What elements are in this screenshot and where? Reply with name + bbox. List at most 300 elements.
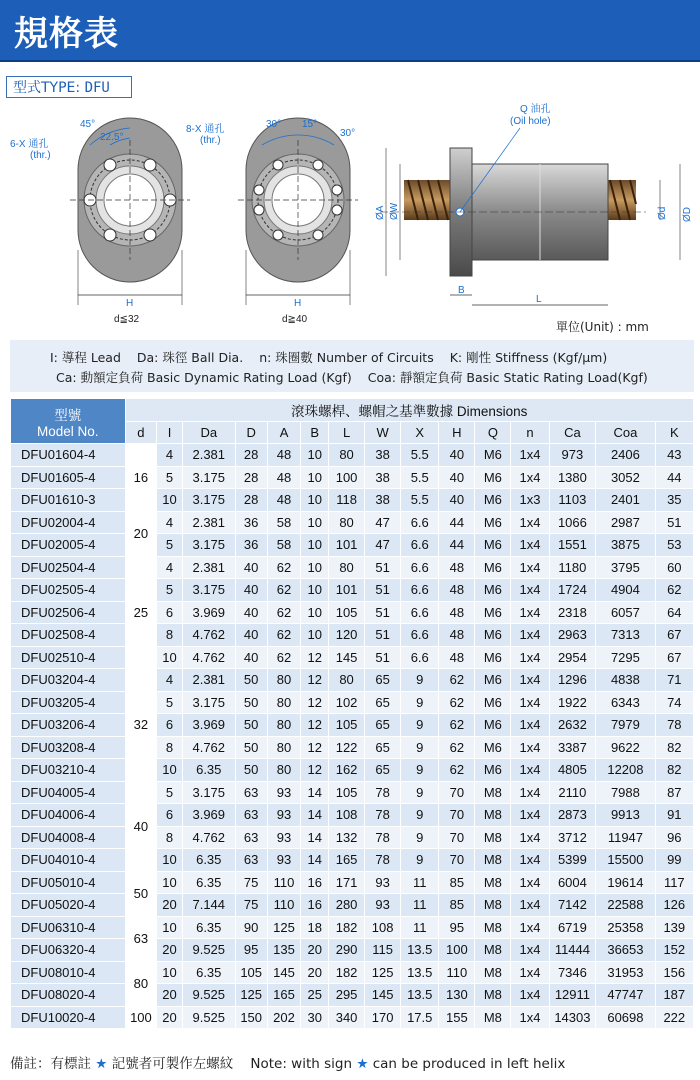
table-cell: 62 xyxy=(267,646,301,669)
table-cell: 101 xyxy=(329,579,365,602)
column-header-i: I xyxy=(157,421,182,444)
table-cell: 135 xyxy=(267,939,301,962)
table-cell: 10 xyxy=(157,916,182,939)
table-cell: 1x4 xyxy=(511,736,549,759)
table-cell: 16 xyxy=(301,871,329,894)
table-cell: 108 xyxy=(329,804,365,827)
table-cell: 1380 xyxy=(549,466,596,489)
table-cell: 4 xyxy=(157,556,182,579)
table-cell: 2963 xyxy=(549,624,596,647)
table-cell: 80 xyxy=(329,444,365,467)
table-cell: 63 xyxy=(235,781,267,804)
table-cell: 4 xyxy=(157,444,182,467)
table-cell: 9.525 xyxy=(182,939,235,962)
table-cell: 7142 xyxy=(549,894,596,917)
table-cell: 162 xyxy=(329,759,365,782)
left-caption: d≦32 xyxy=(114,314,140,325)
table-row xyxy=(11,714,694,737)
table-cell: 5 xyxy=(157,534,182,557)
table-cell: 50 xyxy=(235,714,267,737)
table-cell: M8 xyxy=(475,939,511,962)
table-cell: 95 xyxy=(439,916,475,939)
table-cell: 1724 xyxy=(549,579,596,602)
type-label xyxy=(6,76,132,98)
table-cell: 70 xyxy=(439,781,475,804)
table-cell: 171 xyxy=(329,871,365,894)
table-cell: 102 xyxy=(329,691,365,714)
model-header-zh: 型號 xyxy=(54,407,82,423)
type-value: DFU xyxy=(84,80,110,96)
table-cell: 222 xyxy=(655,1006,693,1029)
table-cell: 62 xyxy=(267,579,301,602)
column-header-ca: Ca xyxy=(549,421,596,444)
side-b-label: B xyxy=(458,285,465,296)
table-cell: 95 xyxy=(235,939,267,962)
table-cell: 10 xyxy=(157,759,182,782)
table-cell: 48 xyxy=(439,579,475,602)
shaft-dia-cell: 32 xyxy=(125,669,157,782)
table-cell: 100 xyxy=(439,939,475,962)
table-cell: 62 xyxy=(267,601,301,624)
table-row xyxy=(11,534,694,557)
table-cell: 48 xyxy=(267,466,301,489)
table-cell: 80 xyxy=(267,669,301,692)
model-cell: DFU01610-3 xyxy=(11,489,126,512)
table-cell: 1x4 xyxy=(511,1006,549,1029)
table-cell: 50 xyxy=(235,736,267,759)
table-cell: 70 xyxy=(439,804,475,827)
table-cell: 4 xyxy=(157,669,182,692)
model-cell: DFU04010-4 xyxy=(11,849,126,872)
table-cell: 108 xyxy=(365,916,401,939)
table-cell: 10 xyxy=(157,646,182,669)
shaft-dia-cell: 63 xyxy=(125,916,157,961)
footnote-en-prefix: Note: with sign xyxy=(250,1056,353,1072)
unit-label: 單位(Unit) : mm xyxy=(556,320,649,334)
table-cell: 50 xyxy=(235,669,267,692)
table-cell: 47 xyxy=(365,534,401,557)
model-cell: DFU02505-4 xyxy=(11,579,126,602)
table-cell: 126 xyxy=(655,894,693,917)
table-cell: 9.525 xyxy=(182,984,235,1007)
table-cell: 62 xyxy=(439,759,475,782)
column-header-d: D xyxy=(235,421,267,444)
table-cell: 93 xyxy=(365,894,401,917)
table-cell: 40 xyxy=(235,556,267,579)
table-cell: 6.35 xyxy=(182,916,235,939)
table-cell: 31953 xyxy=(596,961,655,984)
table-cell: 20 xyxy=(157,939,182,962)
table-cell: 122 xyxy=(329,736,365,759)
table-cell: 70 xyxy=(439,849,475,872)
model-cell: DFU03205-4 xyxy=(11,691,126,714)
table-cell: 182 xyxy=(329,916,365,939)
table-cell: 3712 xyxy=(549,826,596,849)
column-header-h: H xyxy=(439,421,475,444)
table-cell: 125 xyxy=(235,984,267,1007)
legend-box xyxy=(10,340,694,392)
table-cell: 40 xyxy=(235,646,267,669)
table-cell: 48 xyxy=(439,556,475,579)
table-row xyxy=(11,556,694,579)
table-cell: 5 xyxy=(157,466,182,489)
model-cell: DFU08020-4 xyxy=(11,984,126,1007)
table-cell: 145 xyxy=(267,961,301,984)
table-cell: 1x4 xyxy=(511,444,549,467)
table-cell: 11 xyxy=(401,916,439,939)
table-cell: 7295 xyxy=(596,646,655,669)
table-cell: 80 xyxy=(329,556,365,579)
table-cell: 3.175 xyxy=(182,579,235,602)
table-cell: 1x4 xyxy=(511,939,549,962)
page-header xyxy=(0,0,700,62)
table-cell: 9 xyxy=(401,736,439,759)
table-cell: 10 xyxy=(301,466,329,489)
table-cell: 10 xyxy=(157,871,182,894)
table-row xyxy=(11,849,694,872)
table-cell: 11 xyxy=(401,894,439,917)
phi-d-small-label: Ød xyxy=(657,206,668,220)
left-angle-45: 45° xyxy=(80,119,96,130)
shaft-dia-cell: 16 xyxy=(125,444,157,512)
table-cell: 48 xyxy=(439,601,475,624)
table-cell: 63 xyxy=(235,804,267,827)
table-cell: 82 xyxy=(655,759,693,782)
table-cell: 9913 xyxy=(596,804,655,827)
table-cell: 2401 xyxy=(596,489,655,512)
column-header-da: Da xyxy=(182,421,235,444)
middle-angle-30b: 30° xyxy=(340,128,356,139)
footnote xyxy=(10,1052,694,1072)
table-row xyxy=(11,691,694,714)
table-cell: 125 xyxy=(365,961,401,984)
table-row xyxy=(11,511,694,534)
table-cell: 1x4 xyxy=(511,646,549,669)
table-cell: 12 xyxy=(301,759,329,782)
table-cell: 139 xyxy=(655,916,693,939)
technical-drawing xyxy=(0,100,700,340)
table-cell: 2954 xyxy=(549,646,596,669)
model-cell: DFU01605-4 xyxy=(11,466,126,489)
table-cell: 36 xyxy=(235,534,267,557)
table-cell: 9 xyxy=(401,669,439,692)
table-cell: M6 xyxy=(475,466,511,489)
table-cell: 4.762 xyxy=(182,826,235,849)
table-cell: 1x4 xyxy=(511,669,549,692)
table-cell: 12 xyxy=(301,646,329,669)
table-cell: M8 xyxy=(475,916,511,939)
table-row xyxy=(11,669,694,692)
table-cell: 1x4 xyxy=(511,511,549,534)
table-cell: 50 xyxy=(235,691,267,714)
table-cell: 2.381 xyxy=(182,511,235,534)
table-cell: 165 xyxy=(267,984,301,1007)
table-cell: 9 xyxy=(401,691,439,714)
table-cell: 91 xyxy=(655,804,693,827)
table-cell: 2.381 xyxy=(182,444,235,467)
model-cell: DFU05020-4 xyxy=(11,894,126,917)
table-cell: 63 xyxy=(235,849,267,872)
table-row xyxy=(11,939,694,962)
oil-hole-label-en: (Oil hole) xyxy=(510,116,551,127)
table-cell: 973 xyxy=(549,444,596,467)
table-row xyxy=(11,601,694,624)
table-cell: 6 xyxy=(157,601,182,624)
table-cell: 12208 xyxy=(596,759,655,782)
table-cell: 6 xyxy=(157,714,182,737)
middle-hole-label: 8-X 通孔 xyxy=(186,124,225,135)
table-cell: 4.762 xyxy=(182,646,235,669)
table-cell: 3.175 xyxy=(182,691,235,714)
table-cell: 165 xyxy=(329,849,365,872)
table-cell: 5399 xyxy=(549,849,596,872)
table-cell: 67 xyxy=(655,624,693,647)
table-cell: 290 xyxy=(329,939,365,962)
table-cell: M6 xyxy=(475,601,511,624)
table-cell: 1551 xyxy=(549,534,596,557)
model-cell: DFU06310-4 xyxy=(11,916,126,939)
model-cell: DFU03204-4 xyxy=(11,669,126,692)
table-cell: 1x4 xyxy=(511,759,549,782)
table-row xyxy=(11,444,694,467)
table-cell: 9 xyxy=(401,826,439,849)
table-cell: 1x4 xyxy=(511,894,549,917)
table-row xyxy=(11,579,694,602)
table-row xyxy=(11,1006,694,1029)
table-cell: 48 xyxy=(439,624,475,647)
table-cell: M6 xyxy=(475,669,511,692)
model-cell: DFU08010-4 xyxy=(11,961,126,984)
table-cell: 80 xyxy=(267,759,301,782)
legend-static-load: Coa: 靜額定負荷 Basic Static Rating Load(Kgf) xyxy=(367,370,648,385)
table-cell: 1x4 xyxy=(511,826,549,849)
table-cell: 110 xyxy=(267,894,301,917)
column-header-k: K xyxy=(655,421,693,444)
table-cell: 20 xyxy=(157,894,182,917)
table-cell: 1180 xyxy=(549,556,596,579)
table-cell: 6.6 xyxy=(401,556,439,579)
table-cell: 1x3 xyxy=(511,489,549,512)
table-row xyxy=(11,489,694,512)
table-cell: 80 xyxy=(329,511,365,534)
model-cell: DFU02504-4 xyxy=(11,556,126,579)
model-header xyxy=(11,399,126,444)
table-cell: 36 xyxy=(235,511,267,534)
side-view xyxy=(375,102,693,305)
table-cell: 2632 xyxy=(549,714,596,737)
column-header-x: X xyxy=(401,421,439,444)
table-cell: 2.381 xyxy=(182,556,235,579)
table-cell: 105 xyxy=(329,601,365,624)
shaft-dia-cell: 100 xyxy=(125,1006,157,1029)
table-cell: 40 xyxy=(439,444,475,467)
table-row xyxy=(11,871,694,894)
table-cell: 1x4 xyxy=(511,871,549,894)
table-row xyxy=(11,916,694,939)
column-header-w: W xyxy=(365,421,401,444)
table-cell: 101 xyxy=(329,534,365,557)
table-cell: 9 xyxy=(401,781,439,804)
table-cell: M8 xyxy=(475,1006,511,1029)
table-cell: 9 xyxy=(401,714,439,737)
table-cell: 5.5 xyxy=(401,444,439,467)
table-cell: 8 xyxy=(157,624,182,647)
table-cell: 48 xyxy=(267,489,301,512)
table-cell: 78 xyxy=(365,826,401,849)
table-cell: M8 xyxy=(475,984,511,1007)
table-cell: 93 xyxy=(267,781,301,804)
table-cell: 2406 xyxy=(596,444,655,467)
table-cell: 1x4 xyxy=(511,624,549,647)
phi-a-label: ØA xyxy=(375,205,386,220)
table-cell: 38 xyxy=(365,489,401,512)
legend-circuits: n: 珠圈數 Number of Circuits xyxy=(259,350,434,365)
table-cell: 14 xyxy=(301,849,329,872)
flange-view-8-hole xyxy=(186,118,358,325)
table-cell: 11 xyxy=(401,871,439,894)
table-cell: 3795 xyxy=(596,556,655,579)
table-cell: 58 xyxy=(267,511,301,534)
table-cell: 47 xyxy=(365,511,401,534)
table-cell: 74 xyxy=(655,691,693,714)
table-cell: 7346 xyxy=(549,961,596,984)
middle-h-label: H xyxy=(294,298,302,309)
table-cell: 13.5 xyxy=(401,984,439,1007)
model-cell: DFU01604-4 xyxy=(11,444,126,467)
legend-line-2 xyxy=(56,368,660,386)
table-cell: 5 xyxy=(157,691,182,714)
table-cell: 85 xyxy=(439,894,475,917)
table-cell: 60698 xyxy=(596,1006,655,1029)
table-cell: 93 xyxy=(267,804,301,827)
left-angle-22: 22.5° xyxy=(100,132,124,143)
table-cell: M6 xyxy=(475,691,511,714)
table-cell: 3.175 xyxy=(182,781,235,804)
table-cell: 156 xyxy=(655,961,693,984)
legend-dynamic-load: Ca: 動額定負荷 Basic Dynamic Rating Load (Kgf) xyxy=(56,370,352,385)
table-cell: 6719 xyxy=(549,916,596,939)
table-cell: 28 xyxy=(235,444,267,467)
table-cell: 15500 xyxy=(596,849,655,872)
table-cell: M6 xyxy=(475,511,511,534)
table-cell: 10 xyxy=(157,489,182,512)
table-cell: 6 xyxy=(157,804,182,827)
table-cell: 7979 xyxy=(596,714,655,737)
spec-table-body xyxy=(11,444,694,1029)
table-cell: 47747 xyxy=(596,984,655,1007)
table-cell: 62 xyxy=(439,736,475,759)
table-cell: 80 xyxy=(267,714,301,737)
table-cell: 3.969 xyxy=(182,601,235,624)
table-cell: 155 xyxy=(439,1006,475,1029)
table-cell: 1x4 xyxy=(511,714,549,737)
shaft-dia-cell: 40 xyxy=(125,781,157,871)
table-cell: 10 xyxy=(301,556,329,579)
table-cell: 1x4 xyxy=(511,601,549,624)
table-cell: 48 xyxy=(267,444,301,467)
table-cell: 62 xyxy=(655,579,693,602)
table-cell: 10 xyxy=(301,579,329,602)
table-cell: 65 xyxy=(365,691,401,714)
table-cell: 80 xyxy=(267,736,301,759)
table-cell: 99 xyxy=(655,849,693,872)
table-cell: 80 xyxy=(267,691,301,714)
model-cell: DFU02004-4 xyxy=(11,511,126,534)
table-cell: 1x4 xyxy=(511,466,549,489)
table-cell: M6 xyxy=(475,579,511,602)
model-cell: DFU02508-4 xyxy=(11,624,126,647)
table-cell: 14303 xyxy=(549,1006,596,1029)
table-cell: 40 xyxy=(439,466,475,489)
table-cell: 36653 xyxy=(596,939,655,962)
table-cell: 152 xyxy=(655,939,693,962)
table-cell: 1x4 xyxy=(511,849,549,872)
oil-hole-label: Q 油孔 xyxy=(520,104,551,115)
table-cell: 7988 xyxy=(596,781,655,804)
table-cell: M6 xyxy=(475,624,511,647)
legend-lead: I: 導程 Lead xyxy=(50,350,121,365)
table-cell: 132 xyxy=(329,826,365,849)
table-cell: 51 xyxy=(365,556,401,579)
table-cell: 1296 xyxy=(549,669,596,692)
table-row xyxy=(11,894,694,917)
table-cell: 280 xyxy=(329,894,365,917)
table-cell: 44 xyxy=(439,534,475,557)
table-cell: 117 xyxy=(655,871,693,894)
table-cell: 20 xyxy=(301,939,329,962)
table-cell: 2873 xyxy=(549,804,596,827)
table-cell: 12 xyxy=(301,714,329,737)
table-cell: M6 xyxy=(475,489,511,512)
table-cell: 6343 xyxy=(596,691,655,714)
table-row xyxy=(11,624,694,647)
table-cell: 11947 xyxy=(596,826,655,849)
table-cell: 60 xyxy=(655,556,693,579)
table-cell: 85 xyxy=(439,871,475,894)
table-cell: 100 xyxy=(329,466,365,489)
table-cell: 67 xyxy=(655,646,693,669)
table-cell: M6 xyxy=(475,556,511,579)
table-cell: 12 xyxy=(301,669,329,692)
table-cell: 51 xyxy=(365,601,401,624)
table-cell: 25358 xyxy=(596,916,655,939)
table-cell: 6.6 xyxy=(401,601,439,624)
table-cell: 1x4 xyxy=(511,556,549,579)
table-cell: 6.6 xyxy=(401,624,439,647)
column-header-n: n xyxy=(511,421,549,444)
table-cell: 202 xyxy=(267,1006,301,1029)
table-cell: 20 xyxy=(157,1006,182,1029)
table-cell: 93 xyxy=(365,871,401,894)
table-cell: 4.762 xyxy=(182,736,235,759)
table-cell: 3.175 xyxy=(182,489,235,512)
table-cell: 6.6 xyxy=(401,511,439,534)
table-cell: 12 xyxy=(301,691,329,714)
shaft-dia-cell: 80 xyxy=(125,961,157,1006)
table-cell: 187 xyxy=(655,984,693,1007)
shaft-dia-cell: 50 xyxy=(125,871,157,916)
table-cell: 38 xyxy=(365,466,401,489)
table-cell: 96 xyxy=(655,826,693,849)
table-cell: M6 xyxy=(475,736,511,759)
table-cell: 6.35 xyxy=(182,871,235,894)
table-cell: 8 xyxy=(157,736,182,759)
table-cell: 10 xyxy=(157,849,182,872)
footnote-prefix: 備註：有標註 xyxy=(10,1056,91,1072)
table-cell: 150 xyxy=(235,1006,267,1029)
table-cell: 6.6 xyxy=(401,534,439,557)
table-cell: 6004 xyxy=(549,871,596,894)
